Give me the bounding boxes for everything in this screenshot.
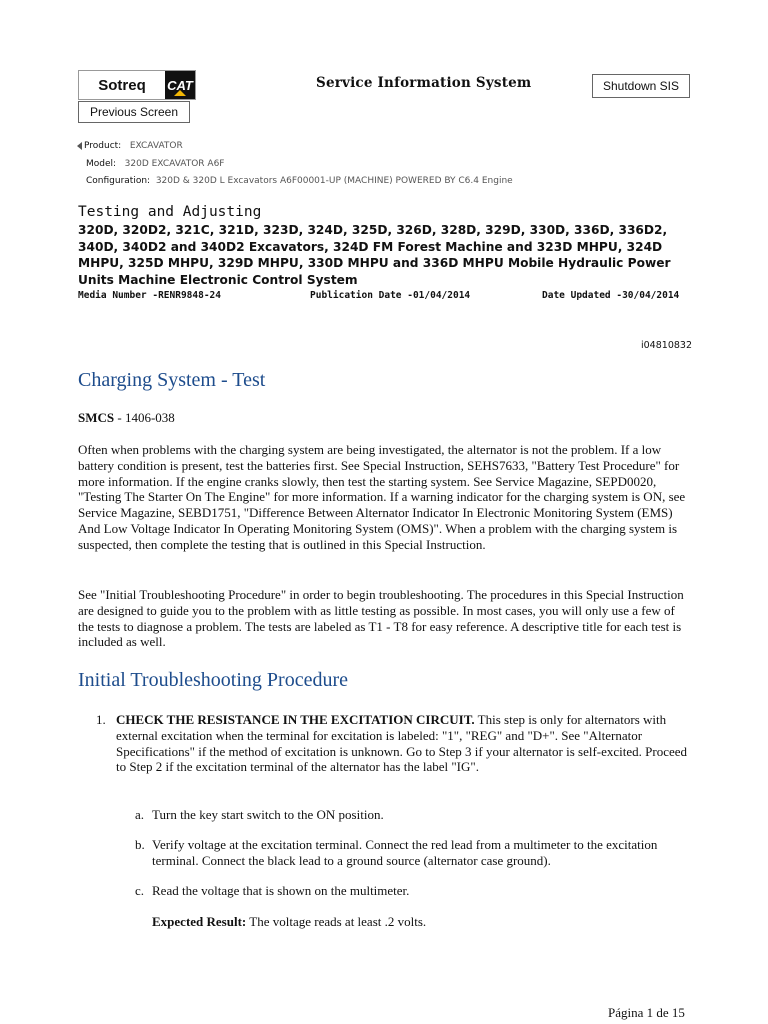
- substep-b: [135, 837, 691, 869]
- media-number: Media Number -RENR9848-24: [78, 290, 221, 301]
- sotreq-logo-text: Sotreq: [98, 76, 146, 94]
- section-title: Testing and Adjusting: [78, 204, 262, 220]
- model-label: Model:: [86, 159, 117, 169]
- expected-text: The voltage reads at least .2 volts.: [246, 914, 427, 929]
- substep-text: Turn the key start switch to the ON position.: [152, 807, 384, 822]
- expected-label: Expected Result:: [152, 914, 247, 929]
- substep-letter: c.: [135, 883, 145, 898]
- previous-screen-button[interactable]: Previous Screen: [78, 101, 190, 123]
- section-heading: Initial Troubleshooting Procedure: [78, 669, 348, 691]
- step-title: CHECK THE RESISTANCE IN THE EXCITATION CIRCUIT.: [116, 712, 475, 727]
- page-header-title: Service Information System: [316, 75, 532, 91]
- product-label: Product:: [84, 141, 122, 151]
- substep-c: [135, 883, 691, 899]
- substep-text: Read the voltage that is shown on the multimeter.: [152, 883, 410, 898]
- product-value: EXCAVATOR: [129, 141, 183, 151]
- configuration-row: [86, 176, 513, 186]
- date-updated: Date Updated -30/04/2014: [542, 290, 680, 301]
- back-arrow-icon[interactable]: [77, 142, 82, 150]
- smcs-label: SMCS: [78, 410, 115, 425]
- substep-letter: a.: [135, 807, 145, 822]
- configuration-label: Configuration:: [86, 176, 151, 186]
- cat-logo-icon: CAT: [165, 71, 195, 99]
- substep-letter: b.: [135, 837, 145, 852]
- models-list: 320D, 320D2, 321C, 321D, 323D, 324D, 325D, 326D, 328D, 329D, 330D, 336D, 336D2, 340D, 340D2 and 340D2 Excavators, 324D FM Forest Machine and 323D MHPU, 324D MHPU, 325D MHPU, 329D MHPU, 330D MHPU and 336D MHPU Mobile Hydraulic Power Units Machine Electronic Control System: [78, 223, 671, 287]
- expected-result: [152, 914, 426, 930]
- page-number: Página 1 de 15: [608, 1005, 685, 1020]
- substep-a: [135, 807, 691, 823]
- smcs-code: [78, 410, 175, 426]
- troubleshooting-paragraph: See "Initial Troubleshooting Procedure" in order to begin troubleshooting. The procedures in this Special Instruction are designed to guide you to the problem with as little testing as possible. In most cases, you will only use a few of the tests to diagnose a problem. The tests are labeled as T1 - T8 for easy reference. A descriptive title for each test is included as well.: [78, 587, 684, 650]
- intro-paragraph: Often when problems with the charging system are being investigated, the alternator is not the problem. If a low battery condition is present, test the batteries first. See Special Instruction, SEHS7633, "Battery Test Procedure" for more information. If the engine cranks slowly, then test the starting system. See Service Magazine, SEPD0020, "Testing The Starter On The Engine" for more information. If a warning indicator for the charging system is ON, see Service Magazine, SEBD1751, "Difference Between Alternator Indicator In Electronic Monitoring System (EMS) And Low Voltage Indicator In Operating Monitoring System (OMS)". When a problem with the charging system is suspected, then complete the testing that is outlined in this Special Instruction.: [78, 442, 686, 552]
- step-1: [96, 712, 692, 775]
- step-text: [116, 712, 692, 775]
- configuration-value: 320D & 320D L Excavators A6F00001-UP (MACHINE) POWERED BY C6.4 Engine: [155, 176, 513, 186]
- step-number: 1.: [96, 712, 106, 727]
- substep-text: Verify voltage at the excitation terminal. Connect the red lead from a multimeter to the excitation terminal. Connect the black lead to a ground source (alternator case ground).: [152, 837, 658, 868]
- model-row: [86, 159, 224, 169]
- page-title: Charging System - Test: [78, 369, 266, 391]
- document-id: i04810832: [641, 340, 692, 351]
- product-row: [77, 141, 183, 151]
- shutdown-sis-button[interactable]: Shutdown SIS: [592, 74, 690, 98]
- model-value: 320D EXCAVATOR A6F: [124, 159, 225, 169]
- publication-date: Publication Date -01/04/2014: [310, 290, 471, 301]
- step-body: This step is only for alternators with external excitation when the terminal for excitation is labeled: "1", "REG" and "D+". See "Alternator Specifications" if the method of excitation is unknown. Go to Step 3 if your alternator is self-excited. Proceed to Step 2 if the excitation terminal of the alternator has the label "IG".: [116, 712, 688, 775]
- smcs-value: - 1406-038: [114, 410, 175, 425]
- sotreq-cat-logo: [78, 70, 196, 100]
